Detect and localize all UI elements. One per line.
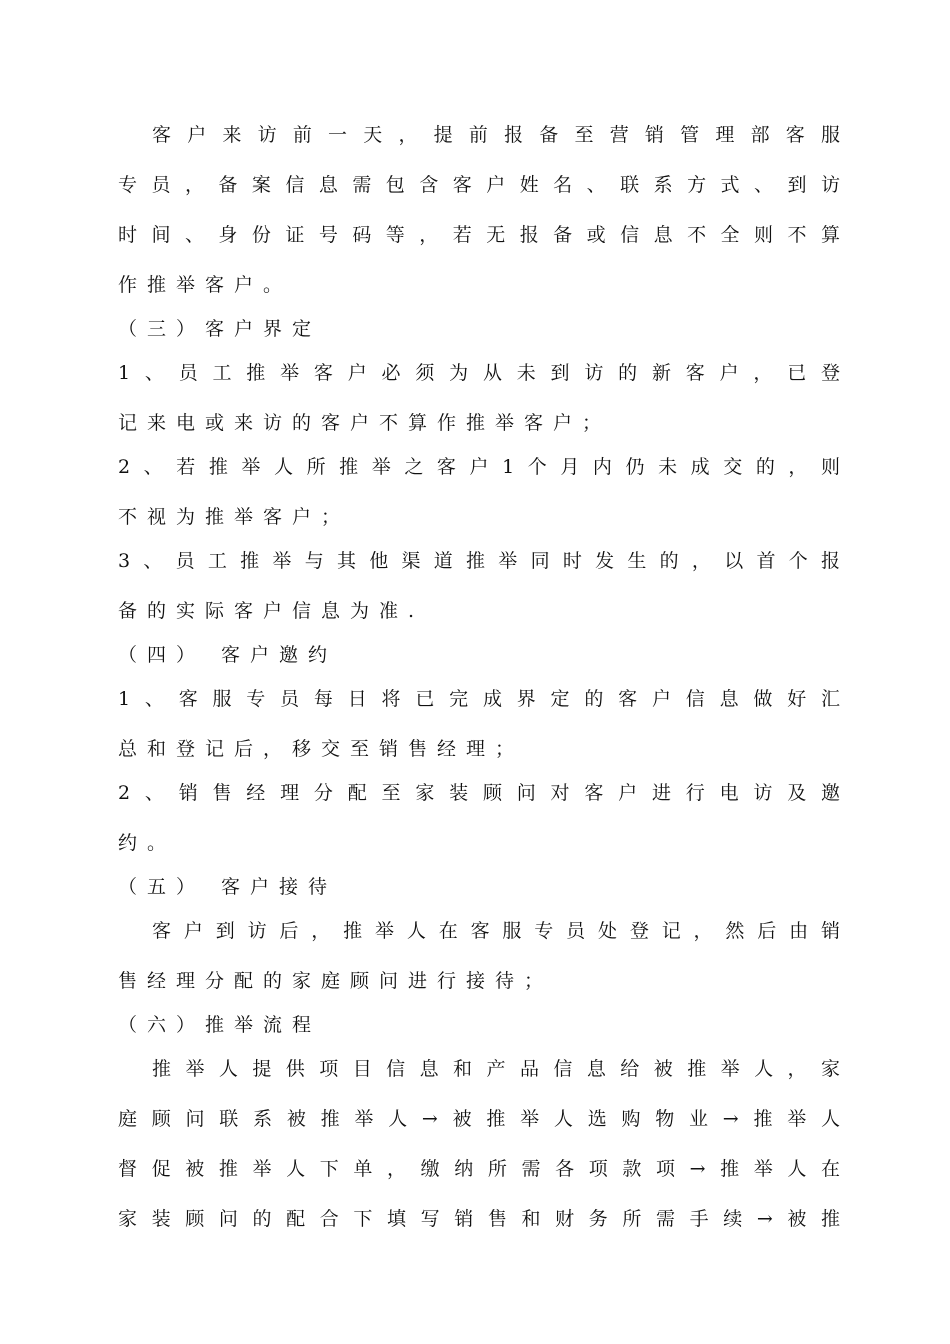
section-heading: （四） 客户邀约 — [118, 644, 338, 666]
section-heading: （五） 客户接待 — [118, 876, 338, 898]
paragraph-line: 2、销售经理分配至家装顾问对客户进行电访及邀 — [118, 782, 840, 804]
paragraph-line: 约。 — [118, 832, 177, 854]
paragraph-line: 专员，备案信息需包含客户姓名、联系方式、到访 — [118, 174, 840, 196]
paragraph-line: 1、员工推举客户必须为从未到访的新客户，已登 — [118, 362, 840, 384]
paragraph-line: 记来电或来访的客户不算作推举客户； — [118, 412, 612, 434]
paragraph-line: 时间、身份证号码等，若无报备或信息不全则不算 — [118, 224, 840, 246]
paragraph-line: 3、员工推举与其他渠道推举同时发生的，以首个报 — [118, 550, 840, 572]
paragraph-line: 售经理分配的家庭顾问进行接待； — [118, 970, 554, 992]
paragraph-line: 2、若推举人所推举之客户1个月内仍未成交的，则 — [118, 456, 840, 478]
paragraph-line: 督促被推举人下单，缴纳所需各项款项→推举人在 — [118, 1158, 840, 1180]
paragraph-line: 推举人提供项目信息和产品信息给被推举人，家 — [152, 1058, 840, 1080]
paragraph-line: 作推举客户。 — [118, 274, 293, 296]
paragraph-line: 客户来访前一天，提前报备至营销管理部客服 — [152, 124, 840, 146]
paragraph-line: 总和登记后，移交至销售经理； — [118, 738, 525, 760]
paragraph-line: 家装顾问的配合下填写销售和财务所需手续→被推 — [118, 1208, 840, 1230]
paragraph-line: 庭顾问联系被推举人→被推举人选购物业→推举人 — [118, 1108, 840, 1130]
section-heading: （六）推举流程 — [118, 1014, 322, 1036]
section-heading: （三）客户界定 — [118, 318, 322, 340]
paragraph-line: 1、客服专员每日将已完成界定的客户信息做好汇 — [118, 688, 840, 710]
paragraph-line: 备的实际客户信息为准. — [118, 600, 425, 622]
paragraph-line: 客户到访后，推举人在客服专员处登记，然后由销 — [152, 920, 840, 942]
paragraph-line: 不视为推举客户； — [118, 506, 351, 528]
